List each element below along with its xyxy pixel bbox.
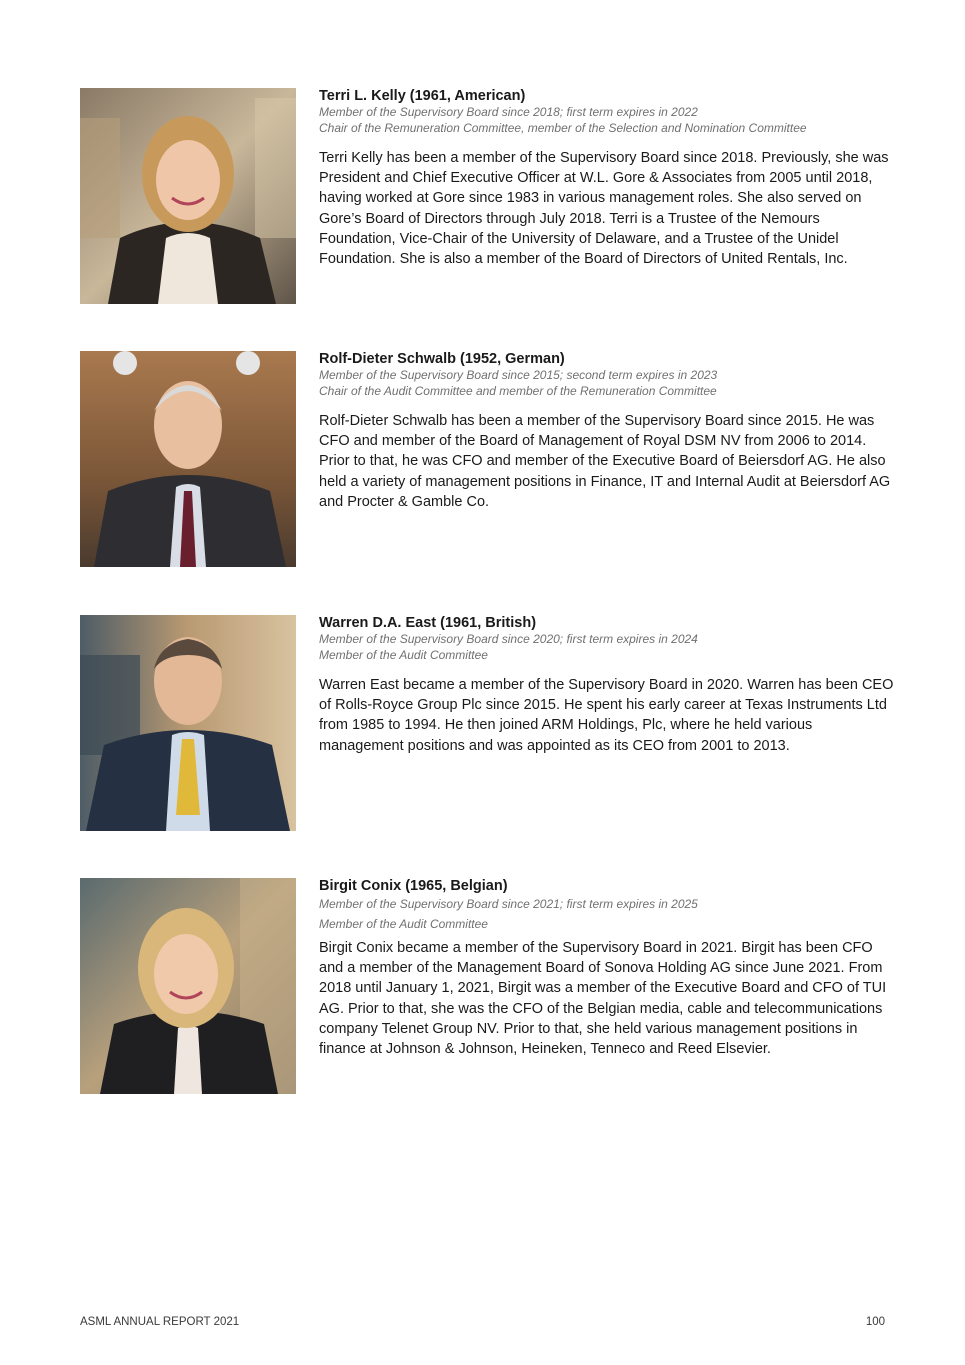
member-text — [319, 615, 899, 756]
member-name: Birgit Conix (1965, Belgian) — [319, 878, 508, 894]
member-bio: Warren East became a member of the Supervisory Board in 2020. Warren has been CEO of Rolls-Royce Group Plc since 2015. He spent his early career at Texas Instruments Ltd from 1985 to 1994. He then joined ARM Holdings, Plc, where he held various management positions and was appointed as its CEO from 2001 to 2013. — [319, 677, 894, 754]
member-text — [319, 88, 899, 269]
member-birgit-conix — [80, 878, 900, 1094]
member-warren-east — [80, 615, 900, 831]
portrait-photo-warren-east — [80, 615, 296, 831]
member-terri-kelly — [80, 88, 900, 304]
footer-report-title: ASML ANNUAL REPORT 2021 — [80, 1316, 240, 1328]
member-committees: Member of the Audit Committee — [319, 917, 488, 931]
member-bio: Rolf-Dieter Schwalb has been a member of the Supervisory Board since 2015. He was CFO and member of the Board of Management of Royal DSM NV from 2006 to 2014. Prior to that, he was CFO and member of the Executive Board of Beiersdorf AG. He also held a variety of management positions in Finance, IT and Internal Audit at Beiersdorf AG and Procter & Gamble Co. — [319, 413, 891, 510]
portrait-photo-birgit-conix — [80, 878, 296, 1094]
member-bio: Terri Kelly has been a member of the Supervisory Board since 2018. Previously, she was President and Chief Executive Officer at W.L. Gore & Associates from 2005 until 2018, having worked at Gore since 1983 in various management roles. She also served on Gore’s Board of Directors through July 2018. Terri is a Trustee of the Nemours Foundation, Vice-Chair of the University of Delaware, and a Trustee of the Unidel Foundation. She is also a member of the Board of Directors of United Rentals, Inc. — [319, 150, 889, 268]
portrait-photo-terri-kelly — [80, 88, 296, 304]
member-bio: Birgit Conix became a member of the Supervisory Board in 2021. Birgit has been CFO and a member of the Management Board of Sonova Holding AG since June 2021. From 2018 until January 1, 2021, Birgit was a member of the Executive Board and CFO of TUI AG. Prior to that, she was the CFO of the Belgian media, cable and telecommunications company Telenet Group NV. Prior to that, she held various management positions in finance at Johnson & Johnson, Heineken, Tenneco and Reed Elsevier. — [319, 940, 887, 1058]
footer-page-number: 100 — [865, 1316, 885, 1328]
portrait-photo-rolf-dieter-schwalb — [80, 351, 296, 567]
member-term: Member of the Supervisory Board since 2020; first term expires in 2024 — [319, 632, 698, 646]
member-rolf-dieter-schwalb — [80, 351, 900, 567]
member-committees: Chair of the Remuneration Committee, member of the Selection and Nomination Committee — [319, 121, 807, 135]
member-term: Member of the Supervisory Board since 2018; first term expires in 2022 — [319, 105, 698, 119]
member-text — [319, 878, 899, 1059]
member-text — [319, 351, 899, 512]
member-name: Terri L. Kelly (1961, American) — [319, 88, 526, 104]
member-committees: Chair of the Audit Committee and member of the Remuneration Committee — [319, 384, 717, 398]
member-committees: Member of the Audit Committee — [319, 648, 488, 662]
member-name: Warren D.A. East (1961, British) — [319, 615, 537, 631]
member-term: Member of the Supervisory Board since 2021; first term expires in 2025 — [319, 897, 698, 911]
member-term: Member of the Supervisory Board since 2015; second term expires in 2023 — [319, 368, 718, 382]
member-name: Rolf-Dieter Schwalb (1952, German) — [319, 351, 565, 367]
